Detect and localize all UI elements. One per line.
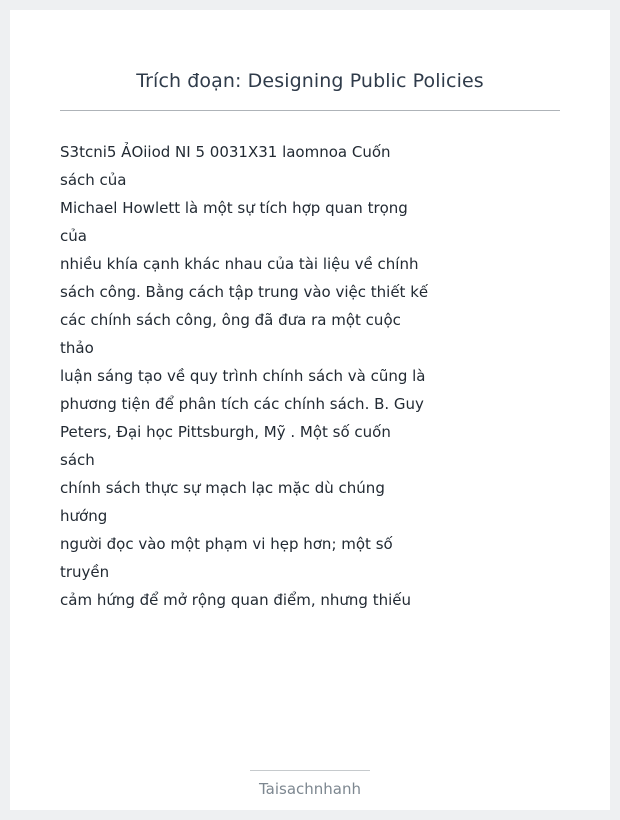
text-line: cảm hứng để mở rộng quan điểm, nhưng thiếu [60, 591, 412, 609]
text-line: nhiều khía cạnh khác nhau của tài liệu về chính [60, 255, 419, 273]
text-line: sách công. Bằng cách tập trung vào việc thiết kế [60, 283, 429, 301]
text-line: luận sáng tạo về quy trình chính sách và cũng là [60, 367, 426, 385]
text-line: người đọc vào một phạm vi hẹp hơn; một số truyền [60, 535, 393, 581]
title-divider [60, 110, 560, 111]
document-title: Trích đoạn: Designing Public Policies [136, 70, 484, 92]
text-line: Michael Howlett là một sự tích hợp quan trọng của [60, 199, 408, 245]
excerpt-body [60, 138, 430, 614]
text-line: các chính sách công, ông đã đưa ra một cuộc thảo [60, 311, 401, 357]
text-line: phương tiện để phân tích các chính sách. B. Guy [60, 395, 424, 413]
text-line: Peters, Đại học Pittsburgh, Mỹ . Một số cuốn sách [60, 423, 391, 469]
text-line: S3tcni5 ẢOiiod NI 5 0031X31 laomnoa Cuốn sách của [60, 143, 391, 189]
text-line: chính sách thực sự mạch lạc mặc dù chúng hướng [60, 479, 385, 525]
footer-source: Taisachnhanh [258, 780, 362, 798]
footer-divider [250, 770, 370, 771]
document-page [10, 10, 610, 810]
